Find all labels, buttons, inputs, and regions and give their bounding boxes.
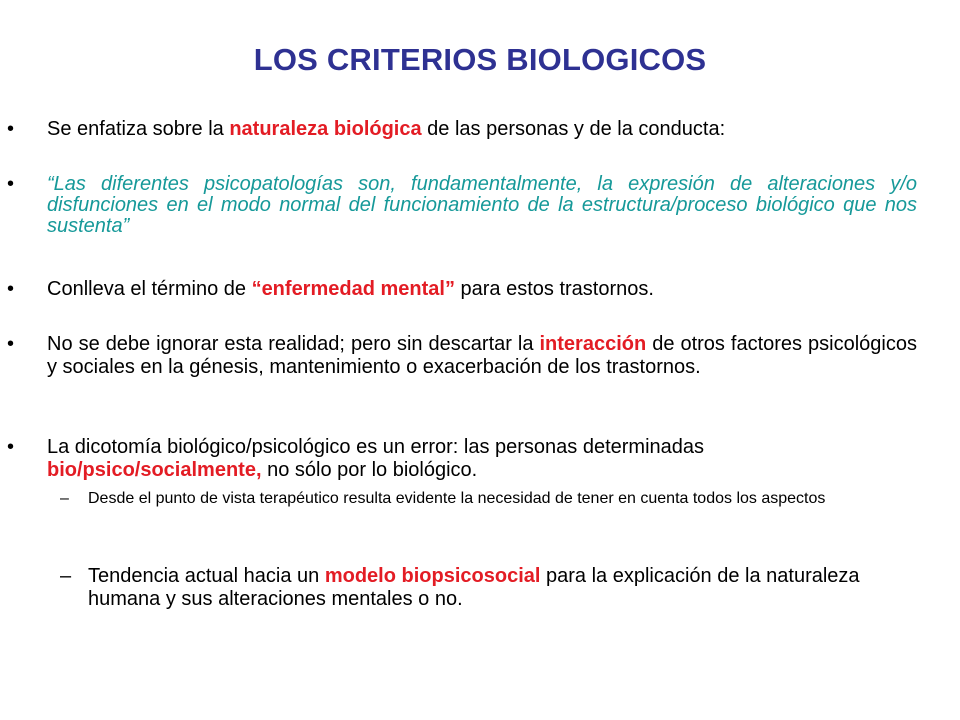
dash-marker: – xyxy=(60,565,72,587)
bullet-marker: • xyxy=(7,118,15,140)
bullet-biological-nature xyxy=(7,118,917,140)
subbullet-biopsychosocial xyxy=(60,565,920,611)
bullet-highlight: “enfermedad mental” xyxy=(251,278,455,300)
bullet-quote xyxy=(7,173,917,237)
bullet-highlight: bio/psico/socialmente, xyxy=(47,459,262,481)
subbullet-text: Tendencia actual hacia un xyxy=(88,565,325,587)
bullet-text: No se debe ignorar esta realidad; pero sin descartar la xyxy=(47,333,540,355)
bullet-text: de otros factores psicológicos y sociales en la génesis, mantenimiento o exacerbación de los trastornos. xyxy=(47,333,917,378)
bullet-text: Conlleva el término de xyxy=(47,278,252,300)
bullet-marker: • xyxy=(7,278,15,300)
bullet-mental-illness xyxy=(7,278,917,300)
subbullet-text: para la explicación de la naturaleza humana y sus alteraciones mentales o no. xyxy=(88,565,860,610)
subbullet-therapeutic xyxy=(60,489,920,508)
bullet-marker: • xyxy=(7,333,15,355)
bullet-text: Se enfatiza sobre la xyxy=(47,118,230,140)
bullet-dichotomy xyxy=(7,436,917,482)
bullet-highlight: naturaleza biológica xyxy=(229,118,422,140)
bullet-text: para estos trastornos. xyxy=(454,278,654,300)
dash-marker: – xyxy=(60,490,69,507)
bullet-interaction xyxy=(7,333,917,379)
subbullet-text: Desde el punto de vista terapéutico resulta evidente la necesidad de tener en cuenta todos los aspectos xyxy=(88,490,826,507)
bullet-text: La dicotomía biológico/psicológico es un error: las personas determinadas xyxy=(47,436,705,458)
bullet-text: no sólo por lo biológico. xyxy=(261,459,478,481)
quote-text: “Las diferentes psicopatologías son, fundamentalmente, la expresión de alteraciones y/o disfunciones en el modo normal del funcionamiento de la estructura/proceso biológico que nos sustenta” xyxy=(47,173,917,237)
subbullet-highlight: modelo biopsicosocial xyxy=(324,565,541,587)
bullet-marker: • xyxy=(7,173,15,195)
bullet-highlight: interacción xyxy=(539,333,647,355)
bullet-text: de las personas y de la conducta: xyxy=(421,118,726,140)
slide-title: LOS CRITERIOS BIOLOGICOS xyxy=(253,42,707,77)
bullet-marker: • xyxy=(7,436,15,458)
